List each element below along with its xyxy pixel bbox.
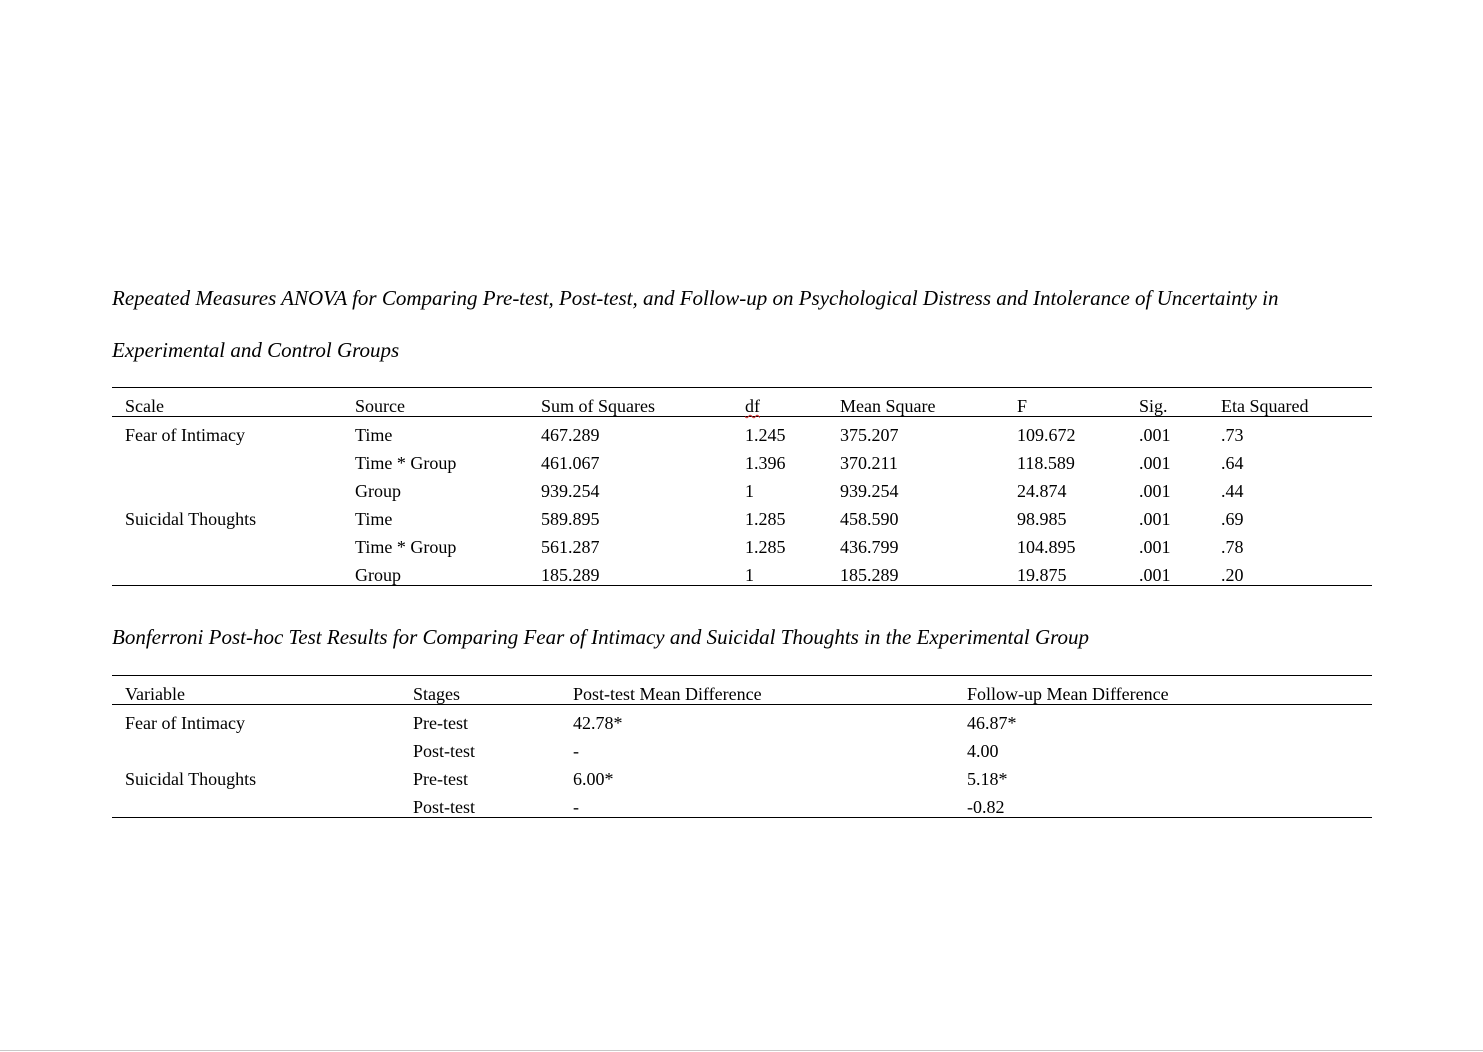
bonferroni-header-variable: Variable [125,684,185,704]
anova-cell-f: 98.985 [1017,509,1067,529]
anova-cell-sig: .001 [1139,565,1171,585]
anova-cell-sig: .001 [1139,537,1171,557]
anova-cell-mean-square: 436.799 [840,537,899,557]
anova-cell-df: 1.245 [745,425,786,445]
anova-cell-eta-squared: .44 [1221,481,1244,501]
anova-cell-sum-of-squares: 185.289 [541,565,600,585]
anova-cell-mean-square: 185.289 [840,565,899,585]
anova-header-eta-squared: Eta Squared [1221,396,1309,416]
bonferroni-cell-stage: Pre-test [413,713,468,733]
bonferroni-table-caption: Bonferroni Post-hoc Test Results for Comparing Fear of Intimacy and Suicidal Thoughts in the Experimental Group [112,625,1090,649]
anova-cell-scale: Suicidal Thoughts [125,509,257,529]
anova-cell-source: Group [355,481,401,501]
anova-cell-scale: Fear of Intimacy [125,425,245,445]
anova-header-mean-square: Mean Square [840,396,936,416]
anova-cell-f: 118.589 [1017,453,1075,473]
anova-cell-f: 19.875 [1017,565,1067,585]
anova-cell-df: 1 [745,565,754,585]
bonferroni-cell-follow-up-mean-difference: 4.00 [967,741,999,761]
anova-cell-mean-square: 939.254 [840,481,899,501]
anova-header-df: df [745,396,760,416]
anova-cell-sum-of-squares: 467.289 [541,425,600,445]
anova-cell-sum-of-squares: 939.254 [541,481,600,501]
bonferroni-cell-stage: Post-test [413,797,476,817]
anova-cell-f: 109.672 [1017,425,1076,445]
bonferroni-cell-follow-up-mean-difference: -0.82 [967,797,1005,817]
anova-header-sig: Sig. [1139,396,1168,416]
anova-cell-f: 24.874 [1017,481,1067,501]
anova-table-caption-line-2: Experimental and Control Groups [112,338,400,362]
anova-cell-df: 1.396 [745,453,786,473]
anova-cell-source: Time [355,509,393,529]
bonferroni-table-top-rule [112,675,1372,676]
bonferroni-cell-variable: Suicidal Thoughts [125,769,257,789]
anova-cell-mean-square: 375.207 [840,425,899,445]
anova-cell-sig: .001 [1139,509,1171,529]
bonferroni-cell-stage: Post-test [413,741,476,761]
bonferroni-cell-follow-up-mean-difference: 46.87* [967,713,1017,733]
bonferroni-cell-stage: Pre-test [413,769,468,789]
bonferroni-header-stages: Stages [413,684,460,704]
anova-header-scale: Scale [125,396,164,416]
anova-header-source: Source [355,396,405,416]
anova-cell-mean-square: 370.211 [840,453,898,473]
bonferroni-cell-post-test-mean-difference: 6.00* [573,769,614,789]
anova-cell-mean-square: 458.590 [840,509,899,529]
anova-cell-eta-squared: .69 [1221,509,1244,529]
anova-cell-sum-of-squares: 589.895 [541,509,600,529]
anova-cell-sig: .001 [1139,425,1171,445]
bonferroni-cell-post-test-mean-difference: - [573,797,579,817]
anova-cell-sig: .001 [1139,481,1171,501]
bonferroni-cell-post-test-mean-difference: 42.78* [573,713,623,733]
bonferroni-cell-follow-up-mean-difference: 5.18* [967,769,1008,789]
anova-cell-f: 104.895 [1017,537,1076,557]
anova-cell-source: Time * Group [355,453,457,473]
bonferroni-table-bottom-rule [112,817,1372,818]
anova-cell-df: 1.285 [745,509,786,529]
anova-table-top-rule [112,387,1372,388]
page-bottom-edge [0,1050,1483,1051]
anova-header-sum-of-squares: Sum of Squares [541,396,655,416]
anova-cell-eta-squared: .78 [1221,537,1244,557]
bonferroni-header-follow-up-mean-difference: Follow-up Mean Difference [967,684,1169,704]
bonferroni-header-post-test-mean-difference: Post-test Mean Difference [573,684,762,704]
bonferroni-cell-variable: Fear of Intimacy [125,713,245,733]
anova-cell-sum-of-squares: 561.287 [541,537,600,557]
anova-table-bottom-rule [112,585,1372,586]
anova-cell-sig: .001 [1139,453,1171,473]
anova-cell-source: Group [355,565,401,585]
anova-cell-eta-squared: .20 [1221,565,1244,585]
anova-table-header-rule [112,416,1372,417]
anova-cell-eta-squared: .64 [1221,453,1244,473]
bonferroni-table-header-rule [112,704,1372,705]
anova-cell-df: 1.285 [745,537,786,557]
bonferroni-cell-post-test-mean-difference: - [573,741,579,761]
anova-cell-sum-of-squares: 461.067 [541,453,600,473]
anova-cell-df: 1 [745,481,754,501]
anova-cell-eta-squared: .73 [1221,425,1244,445]
anova-header-f: F [1017,396,1028,416]
anova-table-caption-line-1: Repeated Measures ANOVA for Comparing Pre-test, Post-test, and Follow-up on Psychological Distress and Intolerance of Uncertainty in [112,286,1279,310]
anova-cell-source: Time [355,425,393,445]
anova-cell-source: Time * Group [355,537,457,557]
